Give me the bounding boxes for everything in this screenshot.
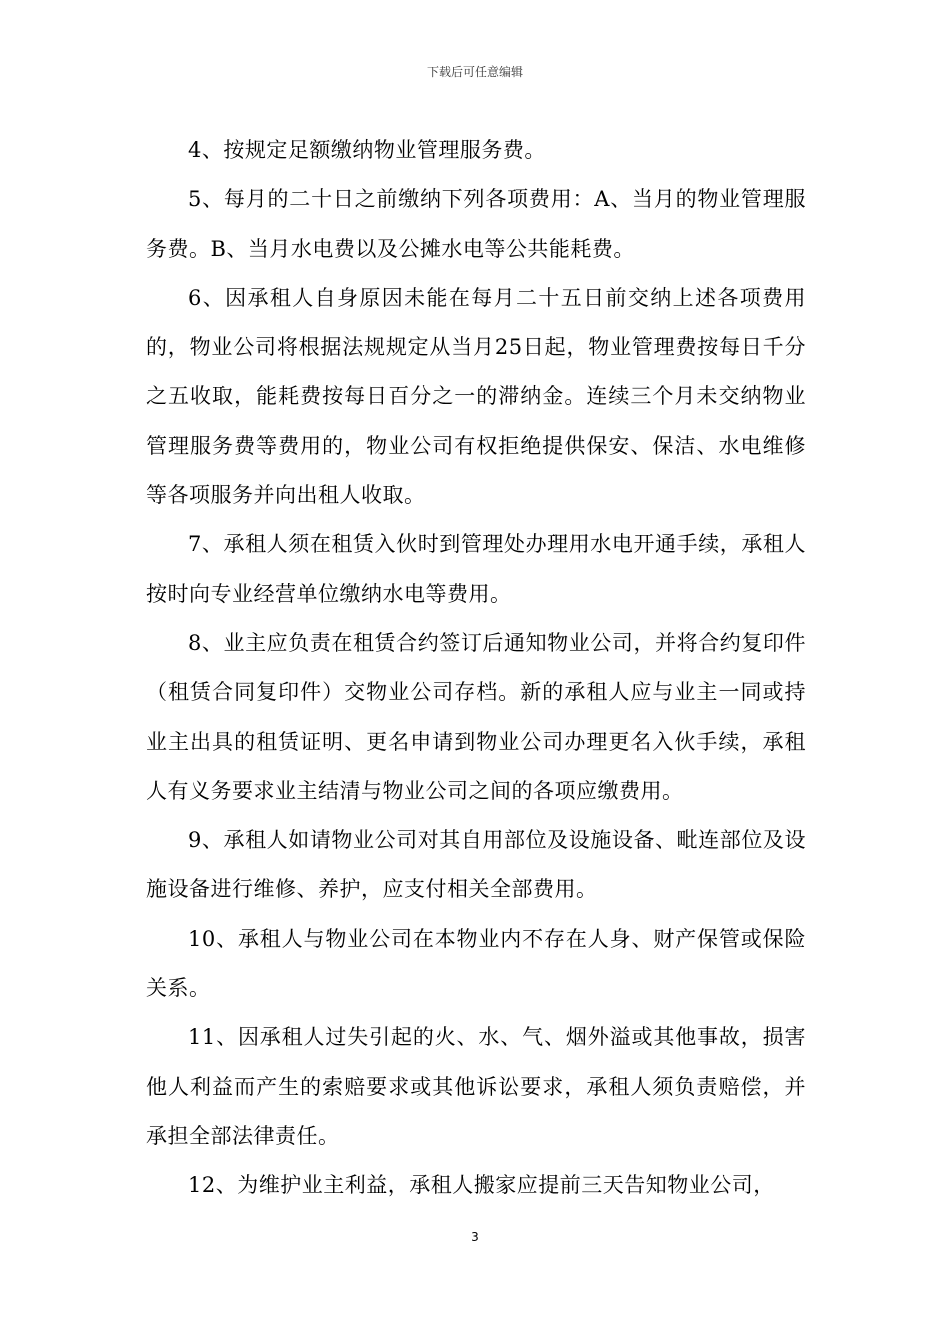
clause-6: 6、因承租人自身原因未能在每月二十五日前交纳上述各项费用的，物业公司将根据法规规定从当月25日起，物业管理费按每日千分之五收取，能耗费按每日百分之一的滞纳金。连续三个月未交纳物业管理服务费等费用的，物业公司有权拒绝提供保安、保洁、水电维修等各项服务并向出租人收取。 (146, 285, 806, 508)
clause-4: 4、按规定足额缴纳物业管理服务费。 (188, 138, 546, 162)
clause-12: 12、为维护业主利益，承租人搬家应提前三天告知物业公司， (188, 1173, 775, 1198)
clause-11: 11、因承租人过失引起的火、水、气、烟外溢或其他事故，损害他人利益而产生的索赔要求或其他诉讼要求，承租人须负责赔偿，并承担全部法律责任。 (146, 1025, 806, 1148)
page-header: 下载后可任意编辑 (426, 65, 523, 79)
clause-10: 10、承租人与物业公司在本物业内不存在人身、财产保管或保险关系。 (146, 926, 806, 1001)
clause-8: 8、业主应负责在租赁合约签订后通知物业公司，并将合约复印件（租赁合同复印件）交物业公司存档。新的承租人应与业主一同或持业主出具的租赁证明、更名申请到物业公司办理更名入伙手续，承租人有义务要求业主结清与物业公司之间的各项应缴费用。 (146, 630, 806, 803)
clause-9: 9、承租人如请物业公司对其自用部位及设施设备、毗连部位及设施设备进行维修、养护，应支付相关全部费用。 (146, 828, 806, 902)
document-body (146, 126, 806, 1211)
clause-5: 5、每月的二十日之前缴纳下列各项费用：A、当月的物业管理服务费。B、当月水电费以及公摊水电等公共能耗费。 (146, 187, 806, 261)
page-number: 3 (471, 1230, 479, 1244)
clause-7: 7、承租人须在租赁入伙时到管理处办理用水电开通手续，承租人按时向专业经营单位缴纳水电等费用。 (146, 532, 806, 606)
